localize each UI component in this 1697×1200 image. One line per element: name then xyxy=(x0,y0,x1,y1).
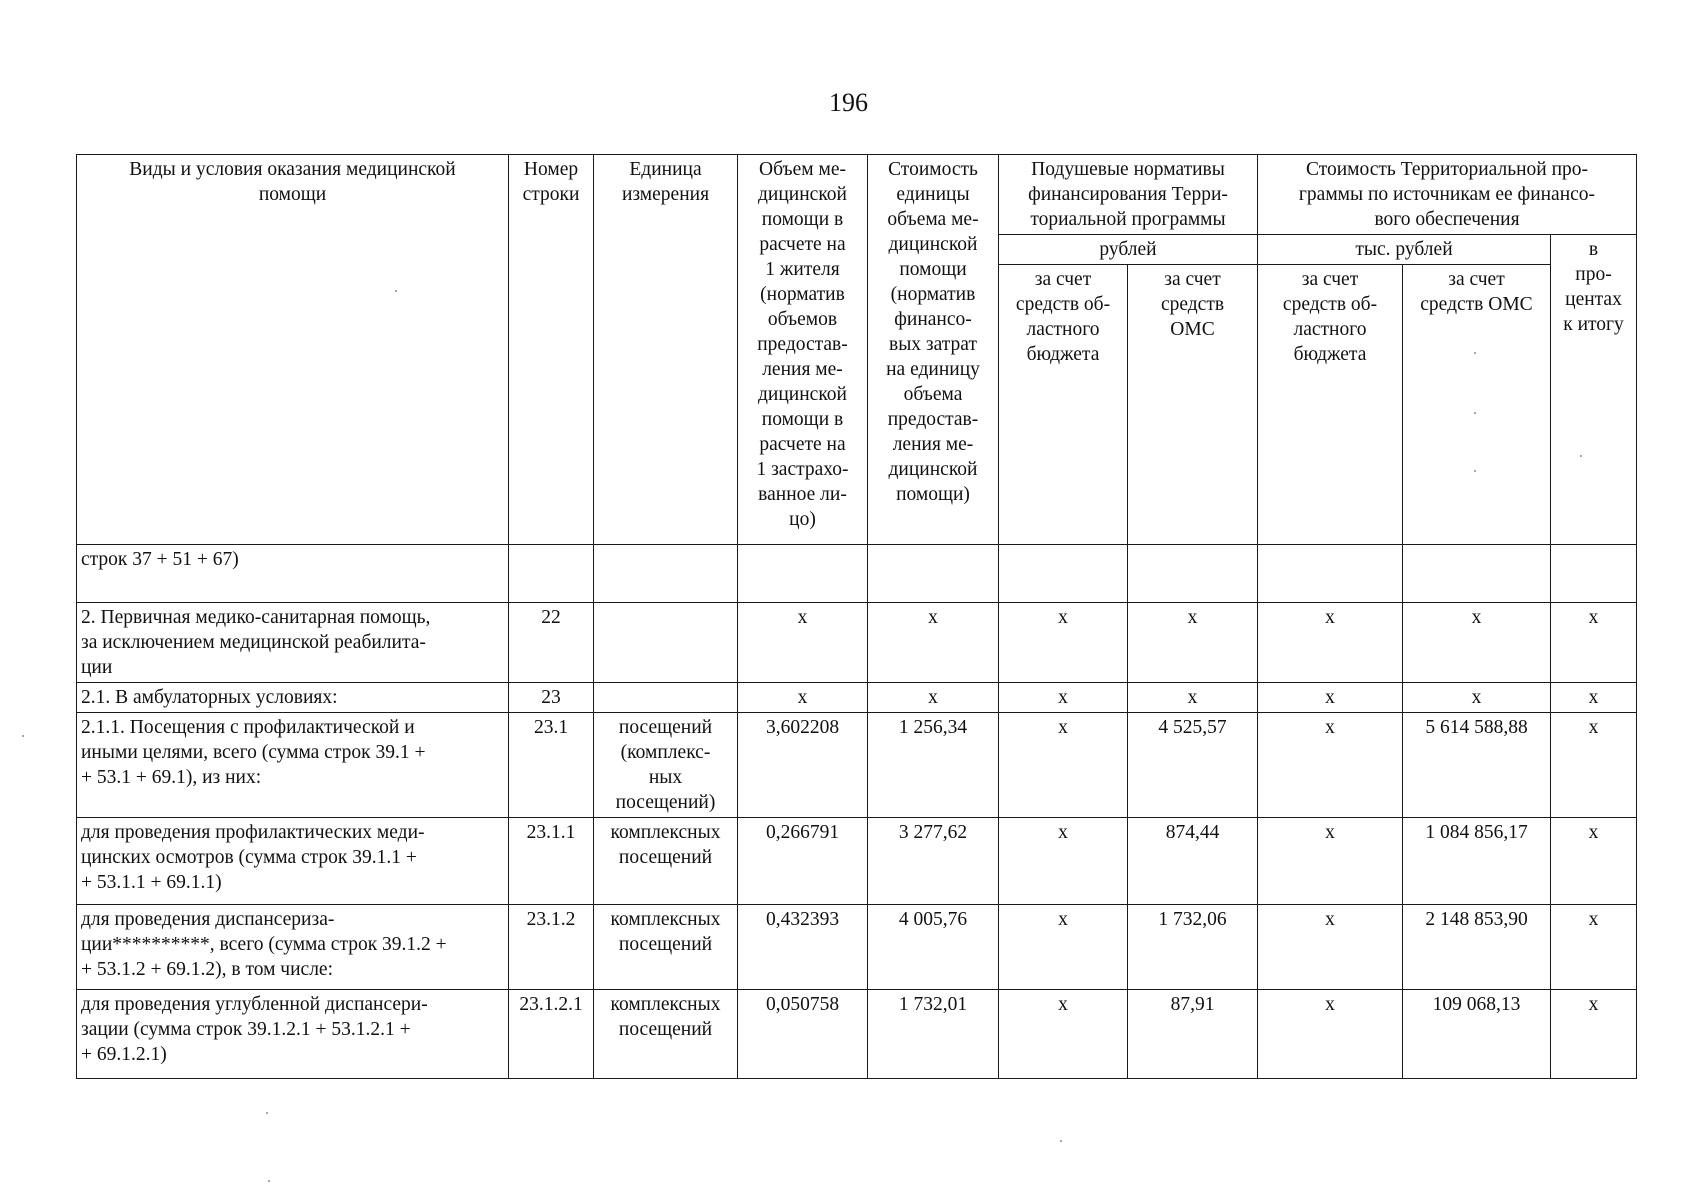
row-pc-budget xyxy=(999,545,1128,603)
header-unit-thousand-rubles: тыс. рублей xyxy=(1258,235,1551,265)
row-percent: х xyxy=(1551,603,1637,683)
row-pc-oms: х xyxy=(1128,683,1258,713)
table-row xyxy=(77,818,1637,905)
row-tp-oms: 2 148 853,90 xyxy=(1403,905,1551,990)
header-tp-oms: за счет средств ОМС xyxy=(1403,265,1551,545)
header-program-cost-group: Стоимость Территориальной про- граммы по источникам ее финансо- вого обеспечения xyxy=(1258,155,1637,235)
header-type: Виды и условия оказания медицинской помощи xyxy=(77,155,509,545)
table-header xyxy=(77,155,1637,545)
row-cost xyxy=(868,545,999,603)
row-percent: х xyxy=(1551,905,1637,990)
scan-speck xyxy=(266,1112,268,1114)
row-unit: комплексных посещений xyxy=(594,990,738,1079)
row-cost: 1 732,01 xyxy=(868,990,999,1079)
header-unit: Единица измерения xyxy=(594,155,738,545)
row-pc-budget: х xyxy=(999,905,1128,990)
row-unit: посещений (комплекс- ных посещений) xyxy=(594,713,738,818)
row-volume: 3,602208 xyxy=(738,713,868,818)
table-row xyxy=(77,545,1637,603)
table-row xyxy=(77,603,1637,683)
row-tp-oms: 109 068,13 xyxy=(1403,990,1551,1079)
row-number: 23.1.2 xyxy=(509,905,594,990)
row-name: для проведения диспансериза- ции**********, всего (сумма строк 39.1.2 + + 53.1.2 + 69.1.2), в том числе: xyxy=(77,905,509,990)
row-cost: х xyxy=(868,603,999,683)
row-tp-oms xyxy=(1403,545,1551,603)
table-row xyxy=(77,905,1637,990)
row-tp-budget: х xyxy=(1258,683,1403,713)
row-number: 22 xyxy=(509,603,594,683)
row-pc-oms: 87,91 xyxy=(1128,990,1258,1079)
table-row xyxy=(77,713,1637,818)
header-unit-rubles: рублей xyxy=(999,235,1258,265)
row-volume: 0,266791 xyxy=(738,818,868,905)
header-row-no: Номер строки xyxy=(509,155,594,545)
row-unit xyxy=(594,683,738,713)
page-number: 196 xyxy=(829,88,868,117)
row-pc-budget: х xyxy=(999,818,1128,905)
header-cost: Стоимость единицы объема ме- дицинской помощи (норматив финансо- вых затрат на единицу объема предостав- ления ме- дицинской помощи) xyxy=(868,155,999,545)
row-unit: комплексных посещений xyxy=(594,905,738,990)
scan-speck xyxy=(268,1180,270,1182)
header-volume: Объем ме- дицинской помощи в расчете на 1 жителя (норматив объемов предостав- ления ме- дицинской помощи в расчете на 1 застрахо- ванное ли- цо) xyxy=(738,155,868,545)
row-name: для проведения углубленной диспансери- зации (сумма строк 39.1.2.1 + 53.1.2.1 + + 69.1.2.1) xyxy=(77,990,509,1079)
row-percent xyxy=(1551,545,1637,603)
row-number: 23.1.1 xyxy=(509,818,594,905)
scan-speck xyxy=(1474,412,1476,414)
table-body xyxy=(77,545,1637,1079)
row-name: для проведения профилактических меди- цинских осмотров (сумма строк 39.1.1 + + 53.1.1 + 69.1.1) xyxy=(77,818,509,905)
scan-speck xyxy=(1474,352,1476,354)
row-pc-oms: х xyxy=(1128,603,1258,683)
row-name: 2.1.1. Посещения с профилактической и иными целями, всего (сумма строк 39.1 + + 53.1 + 69.1), из них: xyxy=(77,713,509,818)
row-percent: х xyxy=(1551,713,1637,818)
row-tp-oms: 5 614 588,88 xyxy=(1403,713,1551,818)
row-pc-budget: х xyxy=(999,990,1128,1079)
row-name: строк 37 + 51 + 67) xyxy=(77,545,509,603)
row-tp-budget: х xyxy=(1258,905,1403,990)
row-tp-budget: х xyxy=(1258,818,1403,905)
row-tp-oms: х xyxy=(1403,683,1551,713)
row-pc-budget: х xyxy=(999,603,1128,683)
row-name: 2.1. В амбулаторных условиях: xyxy=(77,683,509,713)
row-pc-oms: 874,44 xyxy=(1128,818,1258,905)
scan-speck xyxy=(395,290,397,292)
row-tp-budget: х xyxy=(1258,990,1403,1079)
row-pc-budget: х xyxy=(999,713,1128,818)
row-cost: 3 277,62 xyxy=(868,818,999,905)
row-pc-oms: 1 732,06 xyxy=(1128,905,1258,990)
row-name: 2. Первичная медико-санитарная помощь, за исключением медицинской реабилита- ции xyxy=(77,603,509,683)
row-cost: 1 256,34 xyxy=(868,713,999,818)
row-number: 23.1.2.1 xyxy=(509,990,594,1079)
scan-speck xyxy=(1580,455,1582,457)
row-volume: 0,050758 xyxy=(738,990,868,1079)
scan-speck xyxy=(1060,1140,1062,1142)
row-unit xyxy=(594,545,738,603)
table-row xyxy=(77,683,1637,713)
row-tp-oms: х xyxy=(1403,603,1551,683)
row-pc-oms xyxy=(1128,545,1258,603)
row-volume xyxy=(738,545,868,603)
row-unit xyxy=(594,603,738,683)
scan-speck xyxy=(22,735,24,737)
row-number: 23 xyxy=(509,683,594,713)
header-tp-regional-budget: за счет средств об- ластного бюджета xyxy=(1258,265,1403,545)
row-volume: 0,432393 xyxy=(738,905,868,990)
row-tp-oms: 1 084 856,17 xyxy=(1403,818,1551,905)
row-percent: х xyxy=(1551,818,1637,905)
header-per-capita-group: Подушевые нормативы финансирования Терри- ториальной программы xyxy=(999,155,1258,235)
funding-table xyxy=(76,154,1637,1079)
header-percent: в про- центах к итогу xyxy=(1551,235,1637,545)
row-pc-budget: х xyxy=(999,683,1128,713)
row-pc-oms: 4 525,57 xyxy=(1128,713,1258,818)
row-cost: 4 005,76 xyxy=(868,905,999,990)
row-number: 23.1 xyxy=(509,713,594,818)
row-tp-budget: х xyxy=(1258,603,1403,683)
row-volume: х xyxy=(738,683,868,713)
row-number xyxy=(509,545,594,603)
header-pc-oms: за счет средств ОМС xyxy=(1128,265,1258,545)
row-cost: х xyxy=(868,683,999,713)
row-volume: х xyxy=(738,603,868,683)
header-pc-regional-budget: за счет средств об- ластного бюджета xyxy=(999,265,1128,545)
scan-speck xyxy=(1474,470,1476,472)
row-percent: х xyxy=(1551,990,1637,1079)
row-percent: х xyxy=(1551,683,1637,713)
row-unit: комплексных посещений xyxy=(594,818,738,905)
table-row xyxy=(77,990,1637,1079)
row-tp-budget: х xyxy=(1258,713,1403,818)
row-tp-budget xyxy=(1258,545,1403,603)
